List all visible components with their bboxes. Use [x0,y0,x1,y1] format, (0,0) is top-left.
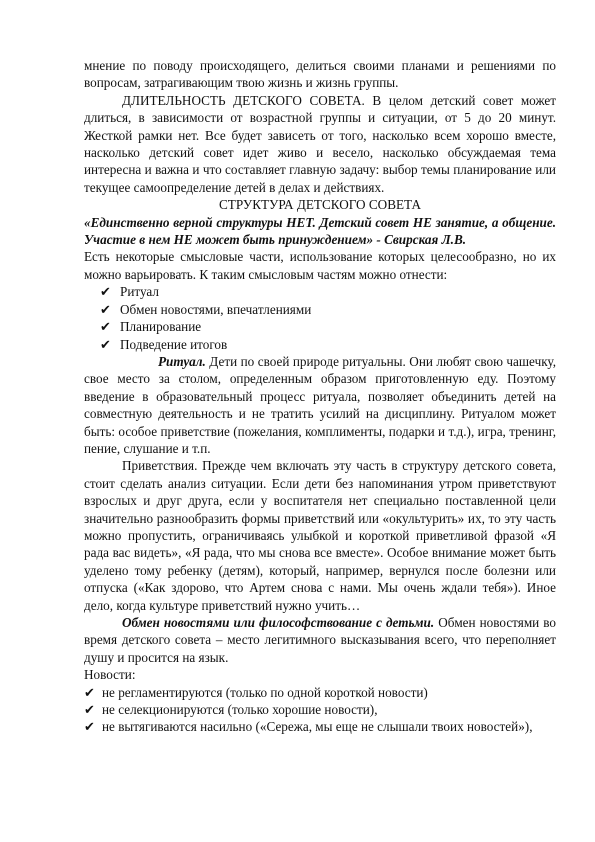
ritual-term: Ритуал. [158,353,206,369]
paragraph-news [84,614,556,666]
structure-text: Есть некоторые смысловые части, использование которых целесообразно, но их можно варьировать. К таким смысловым частям можно отнести: [84,249,556,282]
structure-list [84,283,556,353]
list-item-label: Обмен новостями, впечатлениями [120,301,312,317]
check-icon: ✔ [100,284,112,300]
paragraph-opinion: мнение по поводу происходящего, делиться своими планами и решениями по вопросам, затрагивающим твою жизнь и жизнь группы. [84,58,556,91]
structure-quote [84,214,556,249]
structure-heading: СТРУКТУРА ДЕТСКОГО СОВЕТА [219,197,421,213]
list-item-label: не селекционируются (только хорошие новости), [102,702,378,718]
check-icon: ✔ [100,301,112,317]
list-item [84,301,556,318]
list-item-label: Планирование [120,319,202,335]
check-icon: ✔ [100,336,112,352]
paragraph-ritual [84,353,556,457]
list-item [84,701,556,718]
duration-text: В целом детский совет может длиться, в зависимости от возрастной группы и ситуации, от 5 до 20 минут. Жесткой рамки нет. Все будет зависеть от того, насколько всем хорошо вместе, насколько детский совет идет живо и весело, насколько обсуждаемая тема интересна и важна и что составляет главную задачу: выбор темы планирование или текущее самоопределение детей в делах и действиях. [84,92,557,195]
list-item-label: не вытягиваются насильно («Сережа, мы еще не слышали твоих новостей»), [102,719,533,735]
news-list [84,684,556,736]
check-icon: ✔ [84,684,96,700]
news-label: Новости: [84,667,136,683]
list-item [84,318,556,335]
list-item [84,283,556,300]
structure-quote-author: - Свирская Л.В. [373,232,467,248]
check-icon: ✔ [84,719,96,735]
list-item-label: не регламентируются (только по одной короткой новости) [102,684,428,700]
news-term: Обмен новостями или философствование с детьми. [122,615,435,630]
structure-quote-text: «Единственно верной структуры НЕТ. Детский совет НЕ занятие, а общение. Участие в нем НЕ может быть принуждением» [84,214,556,248]
check-icon: ✔ [100,319,112,335]
paragraph-duration [84,92,556,196]
ritual-text: Дети по своей природе ритуальны. Они любят свою чашечку, свое место за столом, определенным образом приготовленную еду. Поэтому введение в образовательный процесс ритуала, позволяет объединить детей на совместную деятельность и не тратить усилий на дисциплину. Ритуалом может быть: особое приветствие (пожелания, комплименты, подарки и т.д.), игра, тренинг, пение, слушание и т.п. [84,353,556,456]
list-item-label: Подведение итогов [120,336,228,352]
paragraph-greeting: Приветствия. Прежде чем включать эту часть в структуру детского совета, стоит сделать анализ ситуации. Если дети без напоминания утром приветствуют взрослых и друг друга, если у воспитателя нет специально поставленной цели значительно разнообразить формы приветствий или «окультурить» их, то эту часть можно пропустить, ограничиваясь улыбкой и короткой приветливой фразой «Я рада вас видеть», «Я рада, что мы снова все вместе». Особое внимание может быть уделено тому ребенку (детям), который, например, вернулся после болезни или отпуска («Как здорово, что Артем снова с нами. Мы очень ждали тебя»). Иное дело, когда культуре приветствий нужно учить… [84,458,556,613]
duration-heading: ДЛИТЕЛЬНОСТЬ ДЕТСКОГО СОВЕТА. [122,92,365,108]
list-item [84,718,556,735]
check-icon: ✔ [84,702,96,718]
news-text: Обмен новостями во время детского совета – место легитимного высказывания всего, что переполняет душу и просится на язык. [84,615,557,665]
list-item [84,336,556,353]
list-item [84,684,556,701]
list-item-label: Ритуал [120,284,159,300]
document-page [84,57,556,736]
